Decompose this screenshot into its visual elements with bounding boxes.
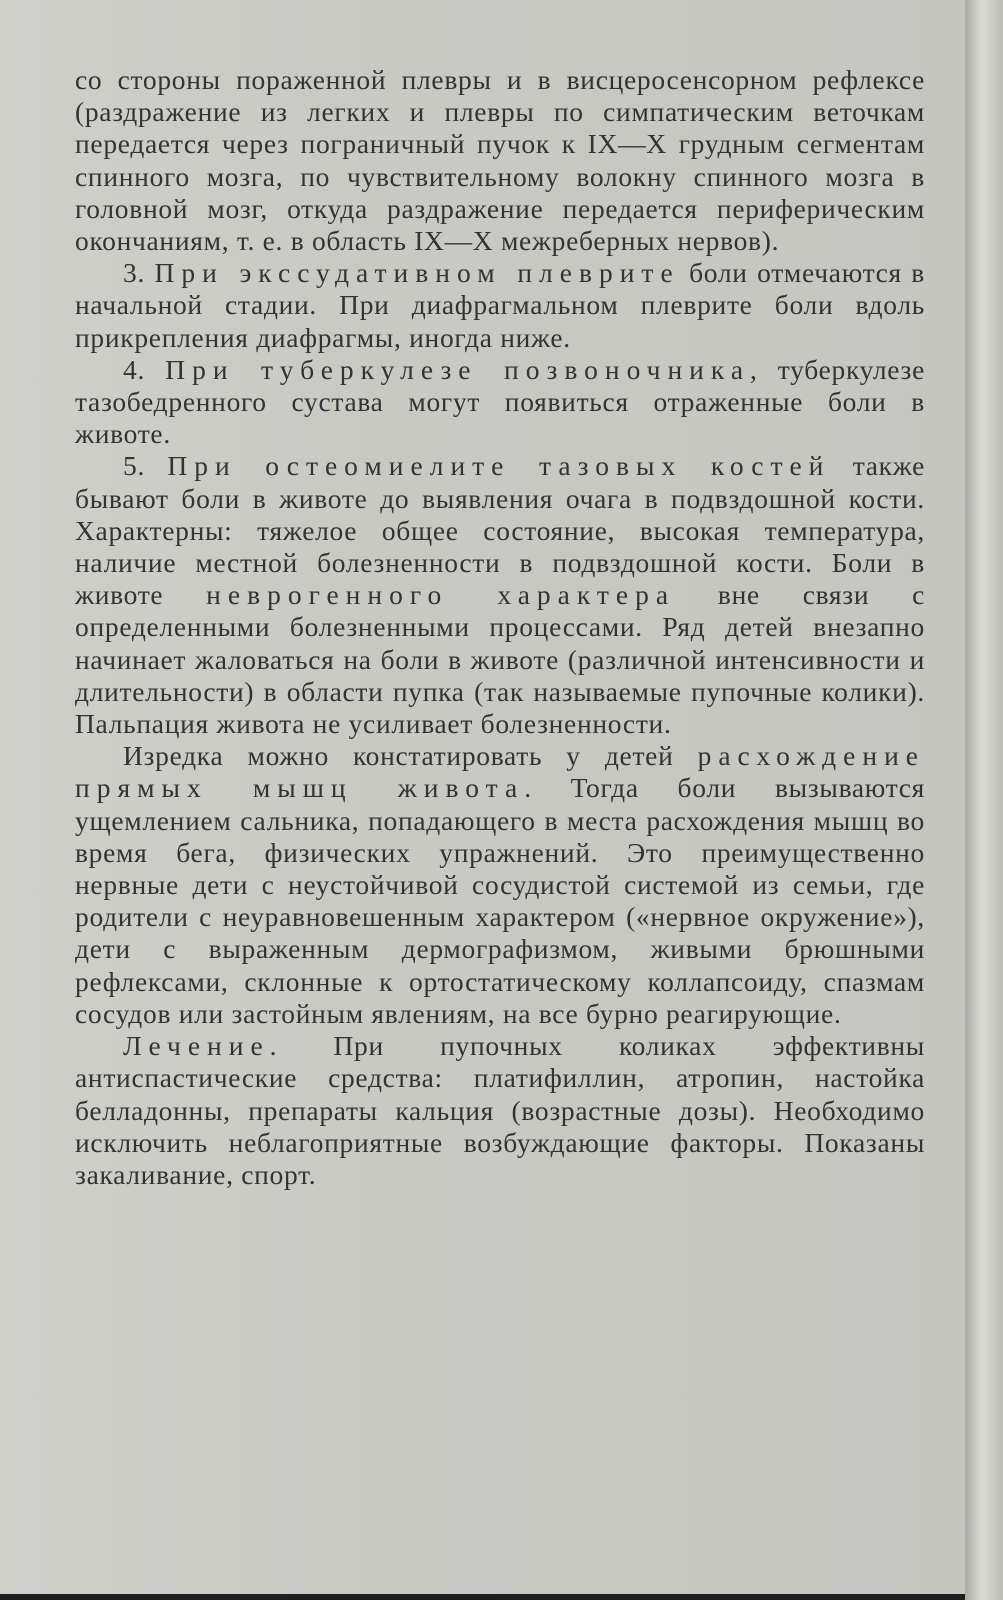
paragraph-text: Изредка можно констатировать у детей [123, 740, 698, 772]
paragraph-treatment [75, 1030, 925, 1191]
page-text [75, 64, 925, 1191]
paragraph-text: . Тогда боли вызываются ущемлением сальника, попадающего в места расхождения мышц во время бега, физических упражнений. Это преимущественно нервные дети с неустойчивой сосудистой системой из семьи, где родители с неуравновешенным характером («нервное окружение»), дети с выраженным дермографизмом, живыми брюшными рефлексами, склонные к ортостатическому коллапсоиду, спазмам сосудов или застойным явлениям, на все бурно реагирующие. [75, 772, 926, 1029]
item-number: 3. [123, 257, 155, 289]
item-number: 4. [123, 353, 166, 385]
paragraph-text: вне связи с определенными болезненными процессами. Ряд детей внезапно начинает жаловаться на боли в животе (различной интенсивности и длительности) в области пупка (так называемые пупочные колики). Пальпация живота не усиливает болезненности. [75, 579, 925, 740]
paragraph-3 [75, 257, 925, 354]
paragraph-5 [75, 450, 925, 740]
spaced-emphasis: неврогенного характера [206, 579, 676, 611]
paragraph-text: , туберкулезе тазобедренного сустава могут появиться отраженные боли в животе. [75, 353, 925, 450]
paragraph-text: боли отмечаются в начальной стадии. При диафрагмальном плеврите боли вдоль прикрепления диафрагмы, иногда ниже. [75, 257, 925, 353]
spaced-heading: При остеомиелите тазовых костей [167, 450, 831, 482]
spaced-heading: Лечение [123, 1030, 270, 1062]
page-edge [965, 0, 1003, 1600]
paragraph-text: также бывают боли в животе до выявления очага в подвздошной кости. Характерны: тяжелое общее состояние, высокая температура, наличие местной болезненности в подвздошной кости. Боли в животе [75, 450, 925, 611]
spaced-emphasis: расхождение прямых мышц живота [75, 740, 925, 804]
paragraph-4 [75, 354, 925, 451]
paragraph-continuation [75, 64, 925, 257]
spaced-heading: При экссудативном плеврите [154, 257, 680, 289]
paragraph-text: . При пупочных коликах эффективны антиспастические средства: платифиллин, атропин, настойка белладонны, препараты кальция (возрастные дозы). Необходимо исключить неблагоприятные возбуждающие факторы. Показаны закаливание, спорт. [75, 1030, 925, 1190]
item-number: 5. [123, 450, 168, 482]
paragraph-diastasis [75, 740, 925, 1030]
spaced-heading: При туберкулезе позвоночника [165, 353, 751, 385]
paragraph-text: со стороны пораженной плевры и в висцеросенсорном рефлексе (раздражение из легких и плевры по симпатическим веточкам передается через пограничный пучок к IX—X грудным сегментам спинного мозга, по чувствительному волокну спинного мозга в головной мозг, откуда раздражение передается периферическим окончаниям, т. е. в область IX—X межреберных нервов). [75, 64, 925, 257]
